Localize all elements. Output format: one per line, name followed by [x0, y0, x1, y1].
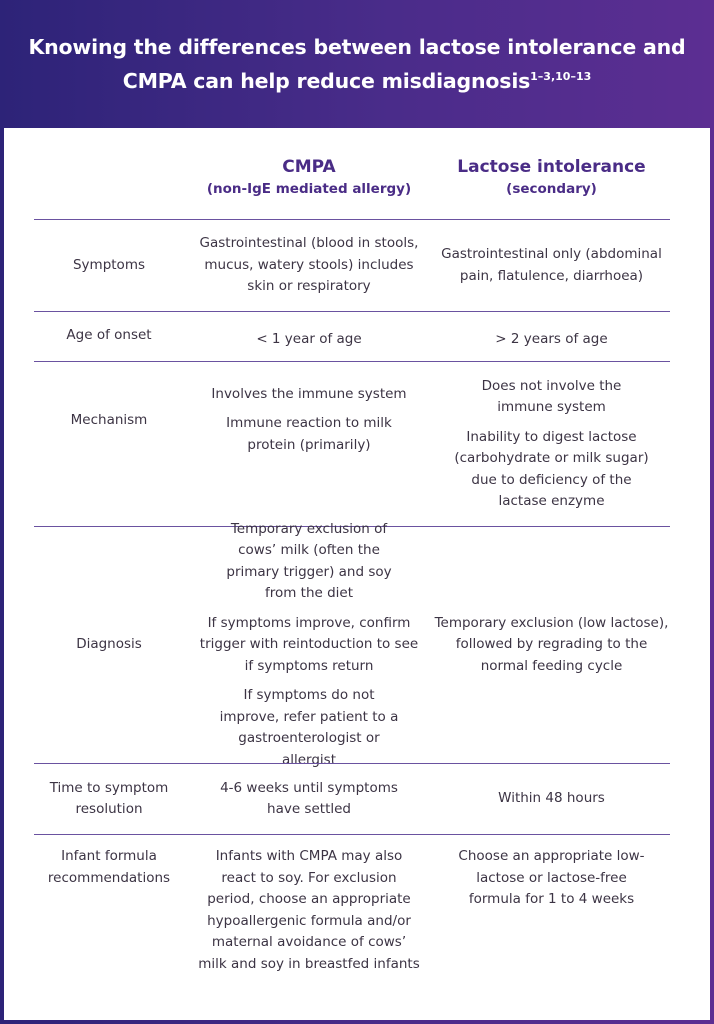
cell-cmpa-time-to-resolution [194, 764, 424, 834]
cell-text: Gastrointestinal only (abdominal pain, flatulence, diarrhoea) [441, 246, 662, 284]
cell-lactose-infant-formula [429, 846, 674, 916]
header-banner [0, 0, 714, 128]
row-label-mechanism [34, 362, 184, 480]
cell-lactose-diagnosis [429, 527, 674, 763]
column-subtitle-cmpa: (non-IgE mediated allergy) [206, 181, 412, 197]
row-divider [34, 834, 670, 835]
cell-cmpa-infant-formula [194, 846, 424, 986]
row-label-time-to-resolution [34, 764, 184, 834]
row-label-text: Infant formula recommendations [47, 848, 171, 886]
row-label-text: Age of onset [66, 327, 152, 344]
cell-text: Does not involve the immune system [481, 377, 622, 415]
column-subtitle-lactose: (secondary) [506, 181, 597, 197]
title-line-2-text: CMPA can help reduce misdiagnosis [122, 68, 531, 93]
cell-text: Within 48 hours [498, 790, 605, 807]
cell-text: < 1 year of age [256, 331, 362, 348]
cell-text: Involves the immune system [211, 385, 407, 402]
cell-lactose-time-to-resolution [429, 764, 674, 834]
cell-lactose-symptoms [429, 220, 674, 311]
cell-lactose-mechanism [429, 362, 674, 526]
cell-cmpa-age-of-onset [194, 316, 424, 364]
row-label-age-of-onset [34, 312, 184, 360]
cell-text: Temporary exclusion of cows’ milk (often the primary trigger) and soy from the diet [226, 520, 392, 602]
cell-cmpa-symptoms [194, 220, 424, 311]
cell-text: Temporary exclusion (low lactose), followed by regrading to the normal feeding cycle [434, 614, 669, 674]
cell-text: If symptoms do not improve, refer patient to a gastroenterologist or allergist [219, 687, 399, 768]
cell-cmpa-mechanism [194, 362, 424, 478]
cell-text: Infants with CMPA may also react to soy. For exclusion period, choose an appropriate hypoallergenic formula and/or maternal avoidance of cows’ milk and soy in breastfed infants [198, 848, 420, 972]
cell-text: Inability to digest lactose (carbohydrate or milk sugar) due to deficiency of the lactase enzyme [454, 428, 649, 509]
column-title-lactose: Lactose intolerance [457, 157, 646, 177]
cell-cmpa-diagnosis [194, 520, 424, 768]
title-references: 1–3,10–13 [530, 69, 592, 83]
row-label-text: Symptoms [72, 256, 145, 273]
cell-text: Immune reaction to milk protein (primarily) [226, 415, 392, 453]
cell-text: Gastrointestinal (blood in stools, mucus, watery stools) includes skin or respiratory [199, 235, 419, 295]
cell-lactose-age-of-onset [429, 316, 674, 364]
title-line-1: Knowing the differences between lactose intolerance and [28, 34, 686, 59]
row-label-diagnosis [34, 527, 184, 763]
row-label-text: Time to symptom resolution [49, 779, 169, 817]
column-header-lactose [429, 156, 674, 200]
title-line-2 [123, 62, 592, 96]
row-label-symptoms [34, 220, 184, 311]
row-label-infant-formula [34, 846, 184, 892]
row-label-text: Mechanism [70, 412, 148, 429]
cell-text: Choose an appropriate low-lactose or lactose-free formula for 1 to 4 weeks [458, 848, 645, 907]
column-header-cmpa [194, 156, 424, 200]
column-title-cmpa: CMPA [282, 157, 336, 177]
cell-text: If symptoms improve, confirm trigger with reintoduction to see if symptoms return [199, 614, 419, 674]
row-label-text: Diagnosis [76, 636, 142, 653]
cell-text: 4-6 weeks until symptoms have settled [220, 779, 398, 817]
comparison-table [4, 128, 710, 1020]
cell-text: > 2 years of age [495, 331, 608, 348]
